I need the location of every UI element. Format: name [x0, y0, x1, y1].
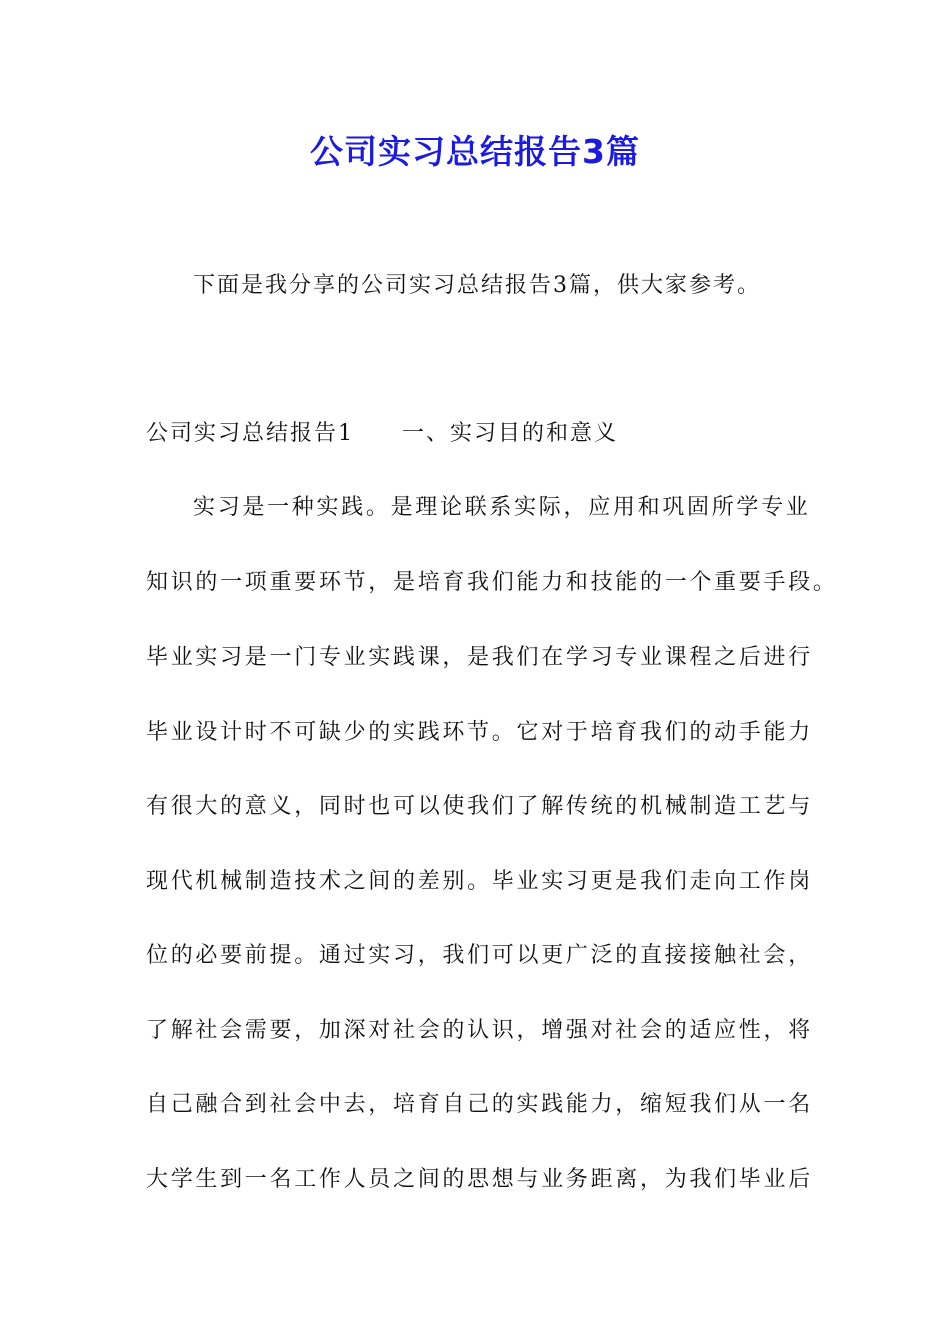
section-heading: 一、实习目的和意义	[402, 421, 619, 446]
body-line-2: 知识的一项重要环节，是培育我们能力和技能的一个重要手段。	[146, 570, 838, 595]
body-line-3: 毕业实习是一门专业实践课，是我们在学习专业课程之后进行	[146, 645, 813, 670]
body-line-4: 毕业设计时不可缺少的实践环节。它对于培育我们的动手能力	[146, 720, 813, 745]
body-line-10: 大学生到一名工作人员之间的思想与业务距离，为我们毕业后	[146, 1167, 813, 1192]
body-line-5: 有很大的意义，同时也可以使我们了解传统的机械制造工艺与	[146, 794, 813, 819]
body-line-6: 现代机械制造技术之间的差别。毕业实习更是我们走向工作岗	[146, 869, 813, 894]
section-label: 公司实习总结报告1	[146, 421, 354, 446]
section-header-line	[146, 416, 618, 452]
intro-paragraph: 下面是我分享的公司实习总结报告3篇，供大家参考。	[193, 273, 761, 298]
body-line-8: 了解社会需要，加深对社会的认识，增强对社会的适应性，将	[146, 1018, 813, 1043]
document-title: 公司实习总结报告3篇	[310, 132, 640, 171]
body-line-9: 自己融合到社会中去，培育自己的实践能力，缩短我们从一名	[146, 1092, 813, 1117]
body-line-7: 位的必要前提。通过实习，我们可以更广泛的直接接触社会，	[146, 943, 813, 968]
body-line-1: 实习是一种实践。是理论联系实际，应用和巩固所学专业	[193, 495, 811, 520]
